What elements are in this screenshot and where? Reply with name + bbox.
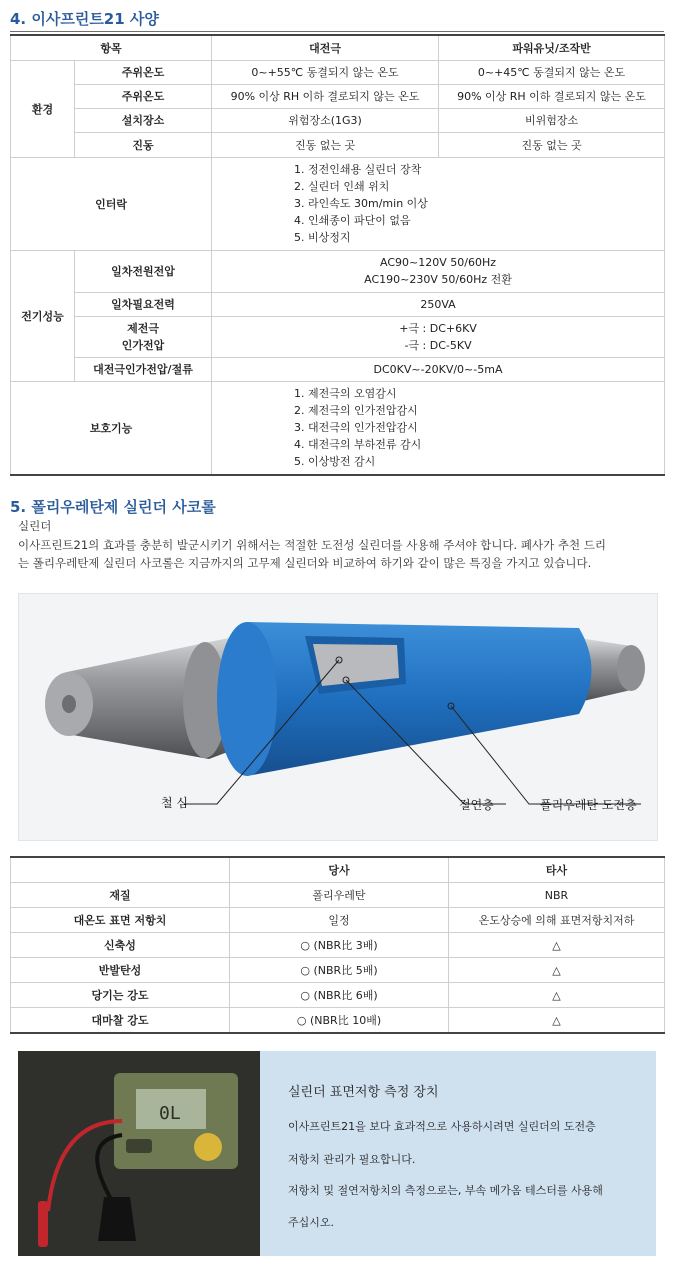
header-others: 타사: [449, 857, 665, 883]
table-row: [11, 1008, 665, 1034]
row-label: 신축성: [11, 933, 230, 958]
cell: ○ (NBR比 3배): [230, 933, 449, 958]
tester-button: [126, 1139, 152, 1153]
row-label: 대온도 표면 저항치: [11, 908, 230, 933]
env-group-label: 환경: [11, 60, 75, 157]
table-row: [11, 381, 665, 475]
tester-display: 0L: [159, 1103, 181, 1124]
device-description-panel: [260, 1051, 656, 1256]
device-line: 주십시오.: [288, 1216, 335, 1229]
device-line: 저항치 및 절연저항치의 측정으로는, 부속 메가옴 테스터를 사용해: [288, 1184, 603, 1197]
table-row: [11, 108, 665, 132]
device-line: 이사프린트21을 보다 효과적으로 사용하시려면 실린더의 도전층: [288, 1120, 596, 1133]
black-clip: [98, 1197, 136, 1241]
list-item: 3. 라인속도 30m/min 이상: [294, 197, 428, 210]
tester-dial: [194, 1133, 222, 1161]
device-line: 저항치 관리가 필요합니다.: [288, 1153, 416, 1166]
cell: △: [449, 983, 665, 1008]
interlock-label: 인터락: [11, 157, 212, 250]
cell: [212, 250, 665, 292]
section5-paragraph: [18, 537, 658, 572]
paragraph-line: 이사프린트21의 효과를 충분히 발군시키기 위해서는 적절한 도전성 실린더를 사용해 주셔야 합니다. 폐사가 추천 드리: [18, 538, 606, 552]
measurement-device-section: [18, 1051, 656, 1256]
row-label: 재질: [11, 883, 230, 908]
list-item: 2. 실린더 인쇄 위치: [294, 180, 390, 193]
paragraph-line: 는 폴리우레탄제 실린더 사코롤은 지금까지의 고무제 실린더와 비교하여 하기와 같이 많은 특징을 가지고 있습니다.: [18, 555, 592, 570]
roller-illustration: [18, 593, 658, 841]
section4-title: 4. 이사프린트21 사양: [10, 10, 159, 28]
device-heading: 실린더 표면저항 측정 장치: [288, 1085, 439, 1100]
cell: 진동 없는 곳: [439, 132, 665, 157]
cell-line: -극 : DC-5KV: [404, 338, 472, 352]
interlock-list: [212, 157, 665, 250]
section5-sub: 실린더: [18, 519, 52, 533]
header-blank: [11, 857, 230, 883]
row-label: 대마찰 강도: [11, 1008, 230, 1034]
row-label: 반발탄성: [11, 958, 230, 983]
header-power-unit: 파워유닛/조작반: [439, 35, 665, 60]
cell-line: AC90~120V 50/60Hz: [380, 256, 497, 269]
megohm-tester-photo: [18, 1051, 260, 1256]
red-probe: [38, 1201, 48, 1247]
cell: △: [449, 1008, 665, 1034]
roller-drawing: [19, 594, 657, 840]
cell: 폴리우레탄: [230, 883, 449, 908]
label-line: 인가전압: [121, 338, 165, 352]
comparison-table: [10, 856, 665, 1034]
table-row: [11, 316, 665, 357]
row-label: 주위온도: [75, 60, 212, 84]
table-row: [11, 250, 665, 292]
table-row: [11, 357, 665, 381]
tester-drawing: [18, 1051, 260, 1256]
row-label: 설치장소: [75, 108, 212, 132]
header-ours: 당사: [230, 857, 449, 883]
cell: 일정: [230, 908, 449, 933]
cell: NBR: [449, 883, 665, 908]
row-label: [75, 316, 212, 357]
cell: [212, 316, 665, 357]
cell: 0~+55℃ 동결되지 않는 온도: [212, 60, 439, 84]
row-label: 일차필요전력: [75, 292, 212, 316]
label-insulation: 절연층: [459, 798, 494, 812]
cell-line: +극 : DC+6KV: [399, 321, 477, 335]
cell: 90% 이상 RH 이하 결로되지 않는 온도: [212, 84, 439, 108]
cell: 진동 없는 곳: [212, 132, 439, 157]
cell: ○ (NBR比 5배): [230, 958, 449, 983]
list-item: 1. 제전극의 오염감시: [294, 387, 397, 401]
cell: △: [449, 958, 665, 983]
spec-header-row: [11, 35, 665, 60]
row-label: 주위온도: [75, 84, 212, 108]
list-item: 3. 대전극의 인가전압감시: [294, 421, 418, 435]
right-shaft-end: [617, 645, 645, 691]
elec-group-label: 전기성능: [11, 250, 75, 381]
protect-list: [212, 381, 665, 475]
center-hole: [62, 695, 76, 713]
comparison-header-row: [11, 857, 665, 883]
list-item: 5. 비상정지: [294, 231, 351, 244]
list-item: 5. 이상방전 감시: [294, 455, 376, 469]
list-item: 1. 정전인쇄용 실린더 장착: [294, 163, 422, 176]
table-row: [11, 84, 665, 108]
spec-table: [10, 34, 665, 476]
row-label: 일차전원전압: [75, 250, 212, 292]
table-row: [11, 157, 665, 250]
table-row: [11, 132, 665, 157]
divider: [10, 31, 664, 32]
roller-body: [231, 622, 592, 776]
label-conductive: 폴리우레탄 도전층: [540, 798, 637, 812]
cell: ○ (NBR比 10배): [230, 1008, 449, 1034]
cell-line: AC190~230V 50/60Hz 전환: [364, 273, 512, 286]
list-item: 4. 인쇄종이 파단이 없음: [294, 214, 411, 227]
table-row: [11, 883, 665, 908]
cell: 250VA: [212, 292, 665, 316]
cell: DC0KV~-20KV/0~-5mA: [212, 357, 665, 381]
protect-label: 보호기능: [11, 381, 212, 475]
table-row: [11, 60, 665, 84]
roller-left-face: [217, 622, 277, 776]
row-label: 당기는 강도: [11, 983, 230, 1008]
table-row: [11, 292, 665, 316]
header-charger: 대전극: [212, 35, 439, 60]
row-label: 대전극인가전압/절류: [75, 357, 212, 381]
list-item: 4. 대전극의 부하전류 감시: [294, 438, 422, 452]
list-item: 2. 제전극의 인가전압감시: [294, 404, 418, 418]
label-line: 제전극: [127, 321, 159, 335]
table-row: [11, 933, 665, 958]
cell: 온도상승에 의해 표면저항치저하: [449, 908, 665, 933]
table-row: [11, 983, 665, 1008]
cell: 위험장소(1G3): [212, 108, 439, 132]
table-row: [11, 958, 665, 983]
label-core: 철 심: [161, 796, 188, 810]
header-item: 항목: [11, 35, 212, 60]
cell: ○ (NBR比 6배): [230, 983, 449, 1008]
table-row: [11, 908, 665, 933]
row-label: 진동: [75, 132, 212, 157]
cell: △: [449, 933, 665, 958]
cell: 90% 이상 RH 이하 결로되지 않는 온도: [439, 84, 665, 108]
cell: 비위험장소: [439, 108, 665, 132]
section5-title: 5. 폴리우레탄제 실린더 사코롤: [10, 498, 216, 516]
cell: 0~+45℃ 동결되지 않는 온도: [439, 60, 665, 84]
